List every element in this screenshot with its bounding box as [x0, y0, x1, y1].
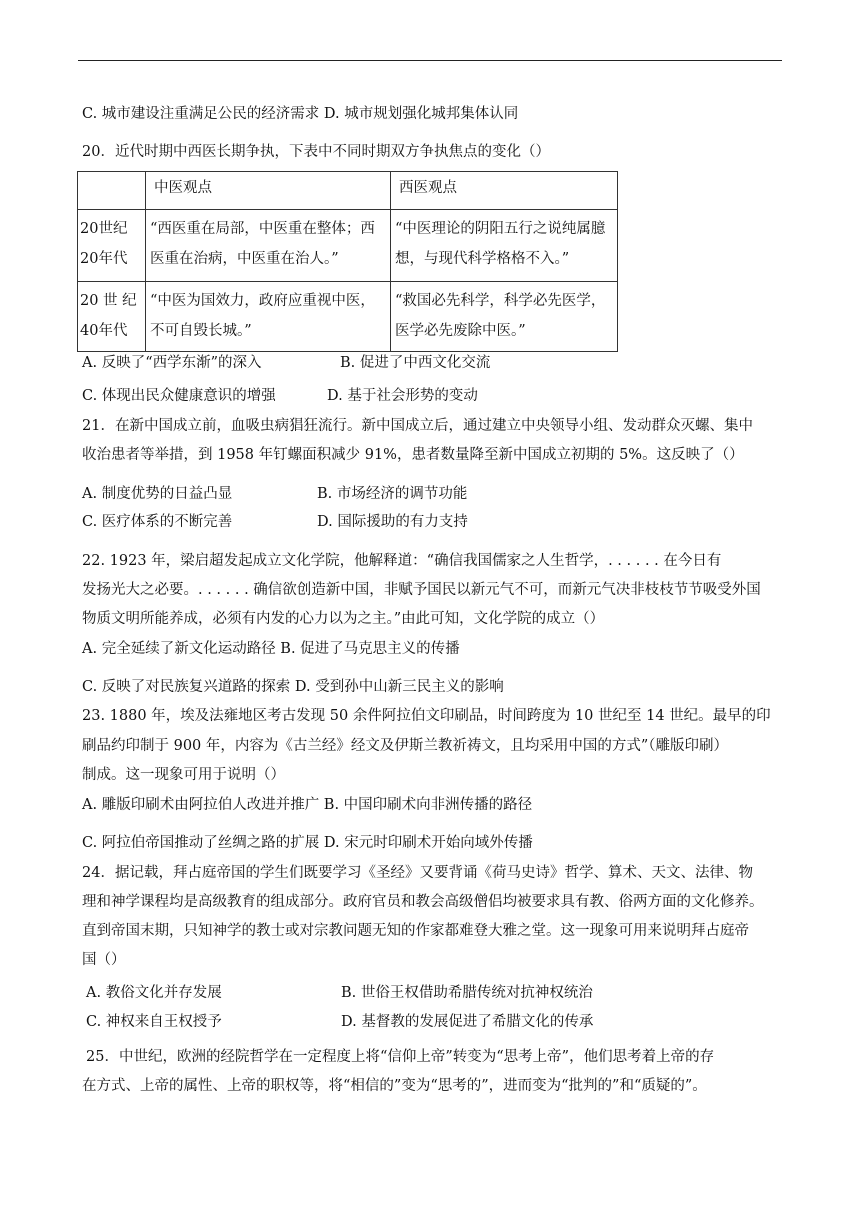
q19-options-cd: C. 城市建设注重满足公民的经济需求 D. 城市规划强化城邦集体认同 — [82, 106, 519, 122]
q22-stem-line: 物质文明所能养成，必须有内发的心力以为之主。”由此可知，文化学院的成立（） — [82, 611, 605, 627]
q21-option-b: B. 市场经济的调节功能 — [317, 486, 468, 502]
q22-options-cd: C. 反映了对民族复兴道路的探索 D. 受到孙中山新三民主义的影响 — [82, 679, 504, 695]
table-corner-cell — [78, 172, 146, 210]
q23-options-cd: C. 阿拉伯帝国推动了丝绸之路的扩展 D. 宋元时印刷术开始向域外传播 — [82, 835, 533, 851]
q22-stem-line: 发扬光大之必要。. . . . . . 确信欲创造新中国，非赋予国民以新元气不可，而新元气决非枝枝节节吸受外国 — [82, 582, 761, 598]
table-tcm-cell: “西医重在局部，中医重在整体；西医重在治病，中医重在治人。” — [146, 210, 391, 282]
q25-stem-line: 25．中世纪，欧洲的经院哲学在一定程度上将“信仰上帝”转变为“思考上帝”，他们思考着上帝的存 — [86, 1049, 715, 1065]
q20-option-b: B. 促进了中西文化交流 — [340, 355, 491, 371]
table-header-tcm: 中医观点 — [146, 172, 391, 210]
q22-options-ab: A. 完全延续了新文化运动路径 B. 促进了马克思主义的传播 — [82, 641, 460, 657]
q20-option-a: A. 反映了“西学东渐”的深入 — [82, 355, 262, 371]
q24-stem-line: 理和神学课程均是高级教育的组成部分。政府官员和教会高级僧侣均被要求具有教、俗两方面的文化修养。 — [82, 894, 764, 910]
q24-option-c: C. 神权来自王权授予 — [86, 1014, 222, 1030]
q21-stem-line: 21．在新中国成立前，血吸虫病猖狂流行。新中国成立后，通过建立中央领导小组、发动群众灭螺、集中 — [82, 418, 753, 434]
q24-option-b: B. 世俗王权借助希腊传统对抗神权统治 — [341, 985, 593, 1001]
q21-option-a: A. 制度优势的日益凸显 — [82, 486, 233, 502]
table-header-wm: 西医观点 — [391, 172, 618, 210]
q20-stem: 20．近代时期中西医长期争执，下表中不同时期双方争执焦点的变化（） — [82, 144, 550, 160]
table-period-cell: 20世纪20年代 — [78, 210, 146, 282]
header-rule — [78, 60, 782, 61]
q24-stem-line: 24．据记载，拜占庭帝国的学生们既要学习《圣经》又要背诵《荷马史诗》哲学、算术、天文、法律、物 — [82, 865, 753, 881]
q23-stem-line: 23. 1880 年，埃及法雍地区考古发现 50 余件阿拉伯文印刷品，时间跨度为 10 世纪至 14 世纪。最早的印 — [82, 708, 771, 724]
q22-stem-line: 22. 1923 年，梁启超发起成立文化学院，他解释道：“确信我国儒家之人生哲学，. . . . . . 在今日有 — [82, 553, 722, 569]
table-wm-cell: “救国必先科学，科学必先医学，医学必先废除中医。” — [391, 282, 618, 352]
q25-stem-line: 在方式、上帝的属性、上帝的职权等，将“相信的”变为“思考的”，进而变为“批判的”和“质疑的”。 — [82, 1078, 707, 1094]
table-row — [78, 282, 618, 352]
q21-option-c: C. 医疗体系的不断完善 — [82, 514, 233, 530]
q23-options-ab: A. 雕版印刷术由阿拉伯人改进并推广 B. 中国印刷术向非洲传播的路径 — [82, 797, 533, 813]
q20-option-c: C. 体现出民众健康意识的增强 — [82, 388, 276, 404]
q20-comparison-table — [77, 171, 618, 352]
table-wm-cell: “中医理论的阴阳五行之说纯属臆想，与现代科学格格不入。” — [391, 210, 618, 282]
q24-stem-line: 国（） — [82, 952, 126, 968]
q23-stem-line: 制成。这一现象可用于说明（） — [82, 767, 285, 783]
table-period-cell: 20 世 纪 40年代 — [78, 282, 146, 352]
q21-option-d: D. 国际援助的有力支持 — [317, 514, 468, 530]
q23-stem-line: 刷品约印制于 900 年，内容为《古兰经》经文及伊斯兰教祈祷文，且均采用中国的方式”（雕版印刷） — [82, 738, 729, 754]
q24-stem-line: 直到帝国末期，只知神学的教士或对宗教问题无知的作家都难登大雅之堂。这一现象可用来说明拜占庭帝 — [82, 923, 749, 939]
table-row — [78, 210, 618, 282]
table-tcm-cell: “中医为国效力，政府应重视中医，不可自毁长城。” — [146, 282, 391, 352]
q20-option-d: D. 基于社会形势的变动 — [327, 388, 478, 404]
q21-stem-line: 收治患者等举措，到 1958 年钉螺面积减少 91%，患者数量降至新中国成立初期的 5%。这反映了（） — [82, 447, 744, 463]
q24-option-a: A. 教俗文化并存发展 — [86, 985, 222, 1001]
q24-option-d: D. 基督教的发展促进了希腊文化的传承 — [341, 1014, 594, 1030]
table-header-row — [78, 172, 618, 210]
